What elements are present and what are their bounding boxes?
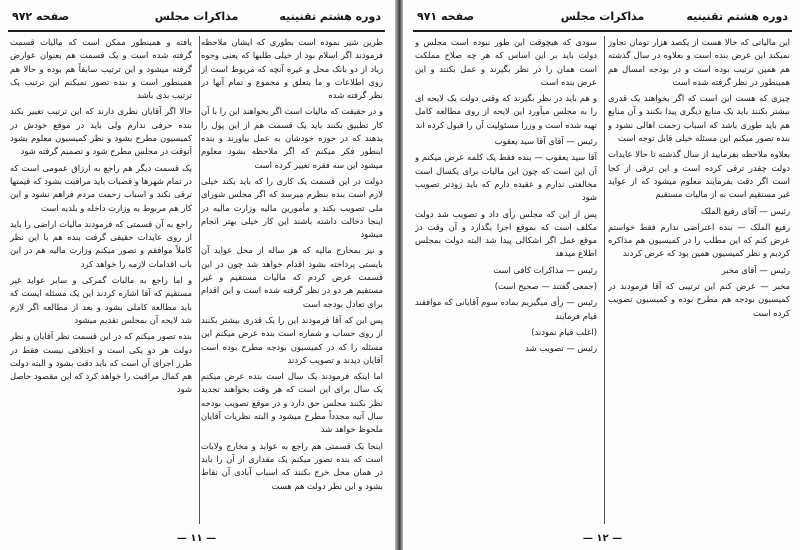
text-paragraph: سودی که هیچوقت این طور نبوده است مجلس و دولت باید بر این اساس که هر چه صلاح مملکت است همان را در نظر بگیرند و عمل بکنند و این عرض بنده است bbox=[415, 37, 597, 87]
page-header bbox=[8, 8, 385, 32]
right-page bbox=[405, 0, 800, 550]
text-paragraph: (جمعی گفتند — صحیح است) bbox=[494, 281, 597, 292]
text-paragraph: رئیس — مذاکرات کافی است bbox=[493, 264, 597, 275]
text-paragraph: بعلاوه ملاحظه بفرمایید از سال گذشته تا حالا عایدات دولت چقدر ترقی کرده است و این ترقی از کجا است اگر دقت بفرمایند معلوم میشود که از عواید غیر مستقیم است نه از مالیات مستقیم bbox=[608, 149, 790, 200]
text-paragraph: راجع به آن قسمتی که فرمودند مالیات اراضی را باید از روی عایدات حقیقی گرفت بنده هم با این نظر کاملاً موافقم و تصور میکنم وزارت مالیه هم در این باب اقدامات لازمه را خواهد کرد bbox=[10, 218, 192, 269]
text-columns bbox=[10, 36, 383, 524]
book-gutter bbox=[395, 0, 403, 550]
text-paragraph: (اغلب قیام نمودند) bbox=[531, 326, 597, 337]
text-column-right bbox=[201, 36, 383, 524]
text-column-left bbox=[415, 36, 597, 524]
text-paragraph: یک قسمت دیگر هم راجع به ارزاق عمومی است که در تمام شهرها و قصبات باید مراقبت بشود که قیمتها ترقی نکند و اسباب زحمت مردم فراهم نشود و این کار هم مربوط به وزارت داخله و بلدیه است bbox=[10, 162, 192, 213]
text-paragraph: یافته و همینطور ممکن است که مالیات قسمت گرفته شده است و یک قسمت هم بعنوان عوارض گرفته میشود و این ترتیب سابقاً هم بوده و حالا هم همینطور است و بنده تصور نمیکنم این ترتیب یک ترتیب بدی باشد bbox=[10, 37, 192, 101]
text-paragraph: پس از این که مجلس رأی داد و تصویب شد دولت مکلف است که بموقع اجرا بگذارد و آن وقت در موقع عمل اگر اشکالی پیدا شد البته دولت بمجلس اطلاع میدهد bbox=[415, 208, 597, 259]
text-paragraph: و در حقیقت که مالیات است اگر بخواهند این را با آن کار تطبیق بکنند باید یک قسمت هم از این پول را بدهند که در حوزه خودشان به عمل بیاورند و بنده اینطور فکر میکنم که اگر ملاحظه بشود معلوم میشود این سه فقره تغییر کرده است bbox=[201, 106, 383, 170]
text-paragraph: آقا سید یعقوب — بنده فقط یک کلمه عرض میکنم و آن این است که چون این مالیات برای یکسال است مخالفتی ندارم و عقیده دارم که باید زودتر تصویب شود bbox=[415, 152, 597, 203]
page-title: مذاکرات مجلس bbox=[560, 10, 645, 23]
text-paragraph: رئیس — آقای آقا سید یعقوب bbox=[494, 136, 597, 147]
page-footer: — ۱۲ — bbox=[582, 533, 623, 544]
page-title: مذاکرات مجلس bbox=[154, 10, 239, 23]
text-paragraph: این مالیاتی که حالا هست از یکصد هزار تومان تجاوز نمیکند این عرض بنده است و بعلاوه در سال گذشته هم همین ترتیب بوده است و در بودجه امسال هم همینطور در نظر گرفته شده است bbox=[608, 37, 790, 87]
text-column-left bbox=[10, 36, 192, 524]
period-label: دوره هشتم تقنینیه bbox=[279, 10, 381, 23]
column-divider bbox=[199, 36, 200, 524]
text-paragraph: رئیس — رأی میگیریم بماده سوم آقایانی که موافقند قیام فرمایند bbox=[415, 297, 597, 321]
text-paragraph: طرین شیر نموده است بطوری که ایشان ملاحظه فرمودند اگر اسلام بود از خیلی طلبها که یعنی وجوه زیاد از دو بانک محل و غیره آنچه که مربوط است از روی اطلاعات و ما یتعلق و مجموع و تمام آنها در نظر گرفته شده bbox=[201, 37, 383, 101]
text-paragraph: رئیس — آقای مخبر bbox=[721, 264, 790, 275]
text-paragraph: و اما راجع به مالیات گمرکی و سایر عواید غیر مستقیم که آقا اشاره کردند این یک مسئله ایست که باید مطالعه کاملی بشود و بعد از مطالعه اگر لازم شد لایحه آن بمجلس تقدیم میشود bbox=[10, 275, 192, 325]
text-column-right bbox=[608, 36, 790, 524]
text-paragraph: مخبر — عرض کنم این ترتیبی که آقا فرمودند در کمیسیون بودجه هم مطرح بوده و کمیسیون تصویب کرده است bbox=[608, 281, 790, 318]
left-page bbox=[0, 0, 393, 550]
text-columns bbox=[415, 36, 790, 524]
text-paragraph: رئیس — تصویب شد bbox=[525, 343, 597, 354]
page-number: صفحه ۹۷۱ bbox=[417, 10, 475, 23]
text-paragraph: دولت در این قسمت یک کاری را که باید بکند خیلی لازم است بنده بنظرم میرسد که اگر مجلس شورای ملی تصویب بکند و مأمورین مالیه وزارت مالیه در اینجا دخالت داشته باشند این کار خیلی بهتر انجام میشود bbox=[201, 175, 383, 240]
text-paragraph: اینجا یک قسمتی هم راجع به عواید و مخارج ولایات است که بنده تصور میکنم یک مقداری از آن را باید در همان محل خرج بکنند که اسباب آبادی آن نقاط بشود و این نظر دولت هم هست bbox=[201, 440, 383, 491]
text-paragraph: بنده تصور میکنم که در این قسمت نظر آقایان و نظر دولت هر دو یکی است و اختلافی نیست فقط در طرز اجرای آن است که باید دقت بشود و البته دولت هم کمال مراقبت را خواهد کرد که این مقصود حاصل شود bbox=[10, 331, 192, 395]
period-label: دوره هشتم تقنینیه bbox=[686, 10, 788, 23]
text-paragraph: پس این که آقا فرمودند این را یک قدری بیشتر بکنند از روی حساب و شماره است بنده عرض میکنم این مسئله را که در کمیسیون بودجه مطرح بوده است آقایان دیدند و تصویب کردند bbox=[201, 314, 383, 365]
column-divider bbox=[604, 36, 605, 524]
page-footer: — ۱۱ — bbox=[176, 533, 217, 544]
text-paragraph: رئیس — آقای رفیع الملک bbox=[700, 205, 790, 216]
text-paragraph: حالا اگر آقایان نظری دارند که این ترتیب تغییر بکند بنده حرفی ندارم ولی باید در موقع خودش در کمیسیون مطرح بشود و نظر کمیسیون معلوم بشود آنوقت در مجلس مطرح شود و تصمیم گرفته شود bbox=[10, 106, 192, 157]
text-paragraph: و نیز بمخارج مالیه که هر ساله از محل عواید آن بایستی پرداخته بشود اقدام خواهد شد چون در این قسمت عرض کردم که مالیات مستقیم و غیر مستقیم هر دو در نظر گرفته شده است و این اقدام برای تعادل بودجه است bbox=[201, 245, 383, 309]
text-paragraph: رفیع الملک — بنده اعتراضی ندارم فقط خواستم عرض کنم که این مطلب را در کمیسیون هم مذاکره کردیم و نظر کمیسیون همین بود که عرض کردند bbox=[608, 221, 790, 259]
page-number: صفحه ۹۷۲ bbox=[12, 10, 70, 23]
page-header bbox=[413, 8, 792, 32]
text-paragraph: و هم باید در نظر بگیرند که وقتی دولت یک لایحه ای را به مجلس میآورد این لایحه از روی مطالعه کامل تهیه شده است و وزرا مسئولیت آن را قبول کرده اند bbox=[415, 93, 597, 130]
text-paragraph: اما اینکه فرمودند یک سال است بنده عرض میکنم یک سال برای این است که هر وقت بخواهند تجدید نظر بکنند مجلس حق دارد و در موقع تصویب بودجه سال آتیه مجدداً مطرح میشود و البته نظریات آقایان ملحوظ خواهد شد bbox=[201, 371, 383, 435]
text-paragraph: چیزی که هست این است که اگر بخواهند یک قدری بیشتر بکنند باید یک منابع دیگری پیدا بکنند و آن منابع هم باید طوری باشد که اسباب زحمت اهالی نشود و بنده تصور میکنم این مسئله خیلی قابل توجه است bbox=[608, 93, 790, 144]
